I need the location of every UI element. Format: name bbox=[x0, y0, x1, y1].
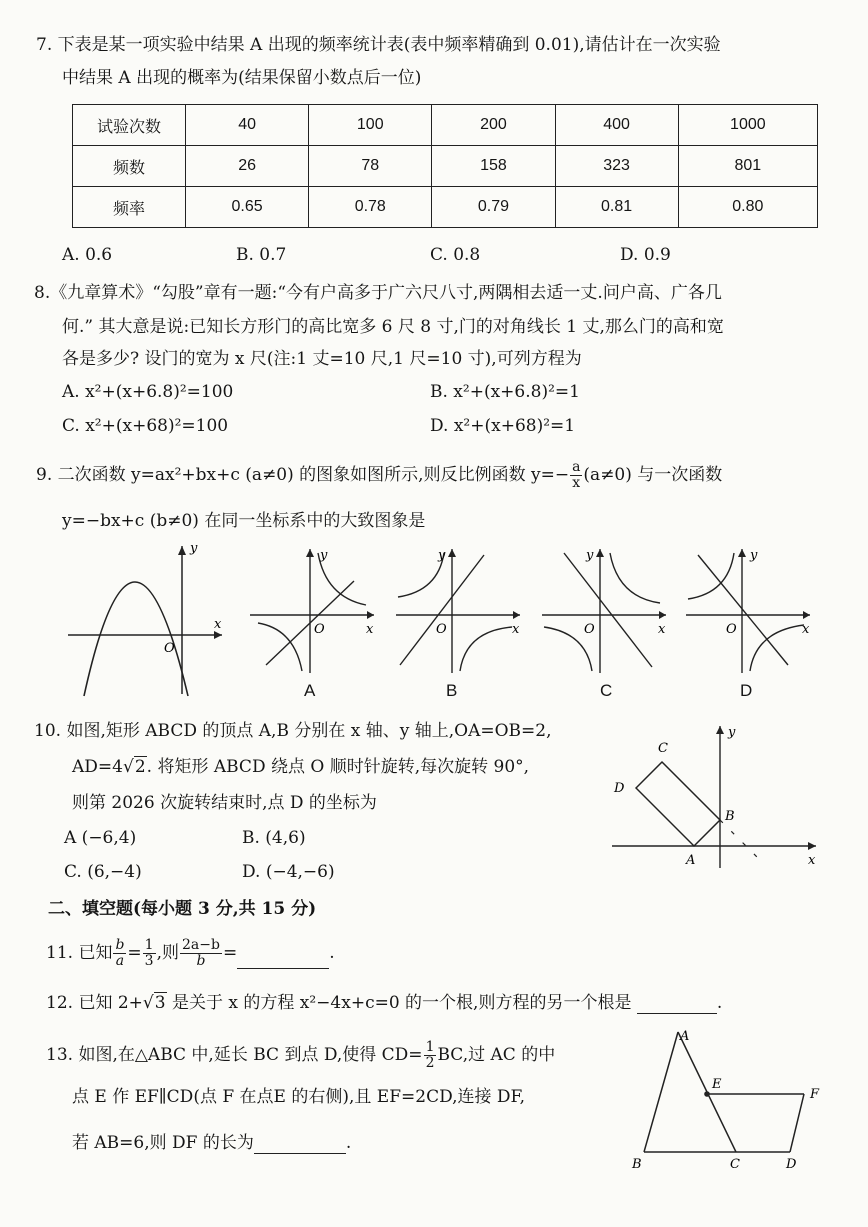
q8-option-c: C. x²+(x+68)²=100 bbox=[62, 416, 229, 436]
q7-line1: 7. 下表是某一项实验中结果 A 出现的频率统计表(表中频率精确到 0.01),请估计在一次实验 bbox=[36, 35, 721, 55]
q10-option-d: D. (−4,−6) bbox=[242, 862, 335, 882]
answer-blank[interactable] bbox=[637, 997, 717, 1014]
q11-fraction-one-third bbox=[143, 938, 156, 969]
x-axis-arrow bbox=[803, 611, 810, 619]
equals: = bbox=[222, 943, 238, 963]
hyperbola-branch bbox=[688, 553, 734, 599]
point-e-label: E bbox=[712, 1077, 722, 1092]
point-d-label: D bbox=[614, 781, 625, 796]
q10-line3: 则第 2026 次旋转结束时,点 D 的坐标为 bbox=[72, 793, 377, 813]
dashed-extension bbox=[720, 820, 758, 858]
frac-denominator: 3 bbox=[144, 953, 154, 969]
q9-line1 bbox=[36, 460, 722, 491]
table-cell: 试验次数 bbox=[73, 105, 186, 146]
y-axis-label: y bbox=[586, 548, 594, 563]
frac-denominator: a bbox=[115, 953, 125, 969]
q7-frequency-table bbox=[72, 104, 818, 228]
q13-line3 bbox=[72, 1132, 351, 1154]
point-a-label: A bbox=[680, 1029, 690, 1044]
q9-graph-c bbox=[540, 545, 674, 675]
x-axis-label: x bbox=[808, 853, 816, 868]
sqrt-radicand: 2 bbox=[134, 757, 146, 777]
q10-option-b: B. (4,6) bbox=[242, 828, 306, 848]
table-cell: 801 bbox=[678, 146, 817, 187]
frac-numerator: a bbox=[572, 459, 581, 475]
x-axis-label: x bbox=[512, 622, 520, 637]
table-cell: 26 bbox=[186, 146, 309, 187]
q11-line bbox=[46, 938, 335, 969]
table-cell: 78 bbox=[309, 146, 432, 187]
q13-triangle-figure bbox=[626, 1026, 826, 1176]
q13-line3-text: 若 AB=6,则 DF 的长为 bbox=[72, 1133, 254, 1153]
q13-line1-b: BC,过 AC 的中 bbox=[437, 1045, 556, 1065]
hyperbola-branch bbox=[460, 627, 512, 671]
table-cell: 0.65 bbox=[186, 187, 309, 228]
point-b-label: B bbox=[725, 809, 735, 824]
y-axis-label: y bbox=[438, 548, 446, 563]
q11-mid: ,则 bbox=[156, 943, 179, 963]
q9-graph-d bbox=[684, 545, 818, 675]
period: . bbox=[345, 1133, 352, 1153]
period: . bbox=[716, 993, 723, 1013]
table-cell: 400 bbox=[555, 105, 678, 146]
linear-function-line bbox=[400, 555, 484, 665]
x-axis-label: x bbox=[214, 617, 222, 632]
table-cell: 158 bbox=[432, 146, 555, 187]
q8-option-d: D. x²+(x+68)²=1 bbox=[430, 416, 576, 436]
q13-line1-a: 13. 如图,在△ABC 中,延长 BC 到点 D,使得 CD= bbox=[46, 1045, 423, 1065]
frac-numerator: 2a−b bbox=[182, 937, 220, 953]
q12-text: 是关于 x 的方程 x²−4x+c=0 的一个根,则方程的另一个根是 bbox=[166, 993, 632, 1013]
q9-line1-b: (a≠0) 与一次函数 bbox=[583, 465, 723, 485]
frac-denominator: x bbox=[572, 475, 581, 491]
q9-graph-b bbox=[394, 545, 528, 675]
y-axis-label: y bbox=[190, 541, 198, 556]
table-cell: 0.81 bbox=[555, 187, 678, 228]
q7-line2: 中结果 A 出现的概率为(结果保留小数点后一位) bbox=[62, 68, 422, 88]
segment-ab bbox=[644, 1032, 678, 1152]
x-axis-arrow bbox=[214, 631, 222, 639]
point-c-label: C bbox=[658, 741, 668, 756]
hyperbola-branch bbox=[750, 625, 804, 671]
q10-option-c: C. (6,−4) bbox=[64, 862, 142, 882]
q10-rectangle-figure bbox=[608, 722, 826, 872]
point-b-label: B bbox=[632, 1157, 642, 1172]
q9-fraction bbox=[570, 460, 582, 491]
q8-line2: 何.” 其大意是说:已知长方形门的高比宽多 6 尺 8 寸,门的对角线长 1 丈,那么门的高和宽 bbox=[62, 317, 724, 337]
q8-option-b: B. x²+(x+6.8)²=1 bbox=[430, 382, 580, 402]
frac-numerator: 1 bbox=[425, 1039, 435, 1055]
y-axis-arrow bbox=[738, 549, 746, 557]
parabola-curve bbox=[84, 582, 188, 696]
q11-prefix: 11. 已知 bbox=[46, 943, 113, 963]
answer-blank[interactable] bbox=[254, 1137, 346, 1154]
point-a-label: A bbox=[686, 853, 696, 868]
sqrt-sign: √ bbox=[142, 993, 154, 1013]
y-axis-arrow bbox=[716, 726, 724, 734]
frac-denominator: 2 bbox=[425, 1055, 435, 1071]
answer-blank[interactable] bbox=[237, 952, 329, 969]
point-e-dot bbox=[704, 1091, 710, 1097]
point-d-label: D bbox=[786, 1157, 797, 1172]
linear-function-line bbox=[564, 553, 652, 667]
table-cell: 1000 bbox=[678, 105, 817, 146]
origin-label: O bbox=[726, 622, 737, 637]
y-axis-arrow bbox=[306, 549, 314, 557]
section-heading: 二、填空题(每小题 3 分,共 15 分) bbox=[48, 899, 317, 919]
period: . bbox=[329, 943, 335, 963]
y-axis-arrow bbox=[178, 546, 186, 555]
q7-option-b: B. 0.7 bbox=[236, 245, 287, 265]
q9-graph-a bbox=[248, 545, 382, 675]
origin-label: O bbox=[584, 622, 595, 637]
table-cell: 频率 bbox=[73, 187, 186, 228]
q9-line2: y=−bx+c (b≠0) 在同一坐标系中的大致图象是 bbox=[62, 511, 426, 531]
y-axis-label: y bbox=[728, 725, 736, 740]
q8-line1: 8.《九章算术》“勾股”章有一题:“今有户高多于广六尺八寸,两隅相去适一丈.问户高、广各几 bbox=[34, 283, 722, 303]
q11-fraction-expression bbox=[180, 938, 222, 969]
x-axis-label: x bbox=[658, 622, 666, 637]
table-row bbox=[73, 105, 818, 146]
origin-label: O bbox=[164, 641, 175, 656]
table-cell: 40 bbox=[186, 105, 309, 146]
q13-fraction bbox=[424, 1040, 437, 1071]
table-row bbox=[73, 146, 818, 187]
x-axis-label: x bbox=[802, 622, 810, 637]
x-axis-arrow bbox=[659, 611, 666, 619]
frac-numerator: b bbox=[115, 937, 125, 953]
q12-line bbox=[46, 992, 722, 1014]
q10-line2 bbox=[72, 756, 529, 778]
hyperbola-branch bbox=[610, 553, 660, 603]
q9-label-c: C bbox=[600, 681, 613, 700]
q9-label-b: B bbox=[446, 681, 458, 700]
sqrt-sign: √ bbox=[122, 757, 134, 777]
table-cell: 0.78 bbox=[309, 187, 432, 228]
y-axis-arrow bbox=[448, 549, 456, 557]
q7-option-a: A. 0.6 bbox=[62, 245, 113, 265]
frac-denominator: b bbox=[196, 953, 206, 969]
table-cell: 200 bbox=[432, 105, 555, 146]
q9-label-a: A bbox=[304, 681, 316, 700]
table-cell: 频数 bbox=[73, 146, 186, 187]
q10-option-a: A (−6,4) bbox=[64, 828, 137, 848]
y-axis-label: y bbox=[320, 548, 328, 563]
y-axis-arrow bbox=[596, 549, 604, 557]
q9-label-d: D bbox=[740, 681, 753, 700]
x-axis-arrow bbox=[513, 611, 520, 619]
q7-option-d: D. 0.9 bbox=[620, 245, 671, 265]
point-c-label: C bbox=[730, 1157, 740, 1172]
q13-line1 bbox=[46, 1040, 555, 1071]
q8-option-a: A. x²+(x+6.8)²=100 bbox=[62, 382, 234, 402]
q10-line2-b: . 将矩形 ABCD 绕点 O 顺时针旋转,每次旋转 90°, bbox=[146, 757, 530, 777]
table-cell: 0.79 bbox=[432, 187, 555, 228]
point-f-label: F bbox=[810, 1087, 820, 1102]
sqrt-radicand: 3 bbox=[154, 993, 166, 1013]
equals: = bbox=[127, 943, 142, 963]
q12-prefix: 12. 已知 2+ bbox=[46, 993, 143, 1013]
frac-numerator: 1 bbox=[144, 937, 154, 953]
x-axis-arrow bbox=[808, 842, 816, 850]
q13-line2: 点 E 作 EF∥CD(点 F 在点E 的右侧),且 EF=2CD,连接 DF, bbox=[72, 1087, 526, 1107]
q10-line1: 10. 如图,矩形 ABCD 的顶点 A,B 分别在 x 轴、y 轴上,OA=OB=2, bbox=[34, 721, 552, 741]
linear-function-line bbox=[698, 555, 788, 665]
q7-option-c: C. 0.8 bbox=[430, 245, 481, 265]
q8-line3: 各是多少? 设门的宽为 x 尺(注:1 丈=10 尺,1 尺=10 寸),可列方程为 bbox=[62, 349, 582, 369]
x-axis-arrow bbox=[367, 611, 374, 619]
rectangle-abcd bbox=[636, 762, 720, 846]
segment-df bbox=[790, 1094, 804, 1152]
table-cell: 100 bbox=[309, 105, 432, 146]
q9-parabola-figure bbox=[64, 538, 234, 698]
y-axis-label: y bbox=[750, 548, 758, 563]
q9-line1-a: 9. 二次函数 y=ax²+bx+c (a≠0) 的图象如图所示,则反比例函数 y=− bbox=[36, 465, 570, 485]
hyperbola-branch bbox=[258, 623, 302, 671]
origin-label: O bbox=[436, 622, 447, 637]
table-cell: 323 bbox=[555, 146, 678, 187]
x-axis-label: x bbox=[366, 622, 374, 637]
table-cell: 0.80 bbox=[678, 187, 817, 228]
origin-label: O bbox=[314, 622, 325, 637]
q11-fraction-b-over-a bbox=[113, 938, 126, 969]
table-row bbox=[73, 187, 818, 228]
q10-line2-a: AD=4 bbox=[72, 757, 123, 777]
